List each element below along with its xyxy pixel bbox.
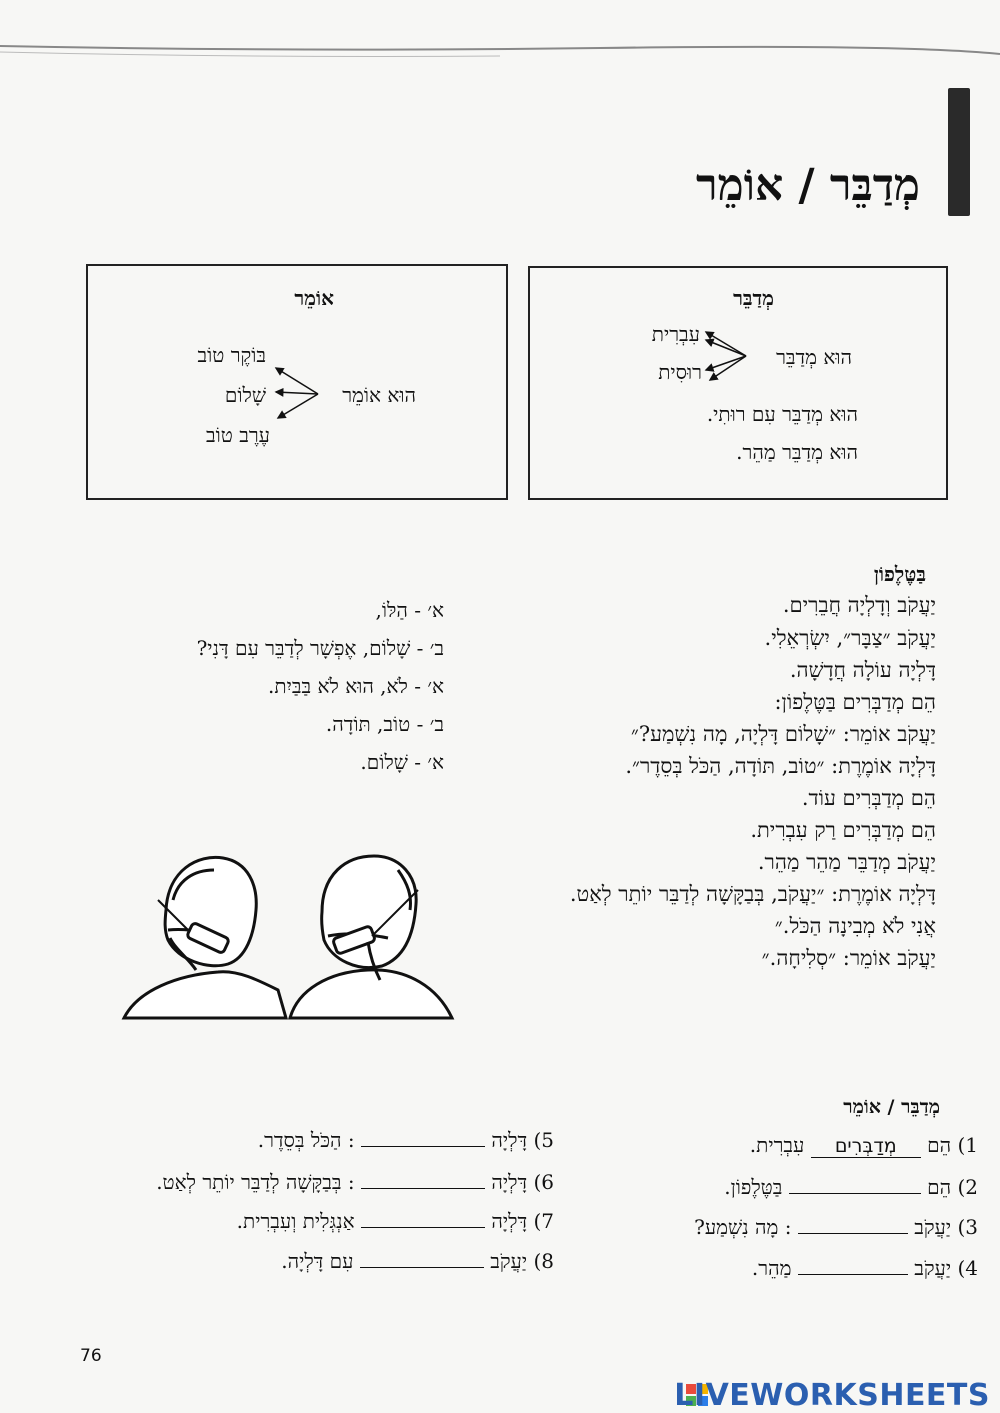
dialogue-line <box>197 636 444 661</box>
exercise-after: עִם דָּלְיָה. <box>281 1249 354 1273</box>
dialogue-text: הַלּוֹ, <box>375 598 408 622</box>
exercise-after: : מָה נִשְׁמַע? <box>694 1215 792 1239</box>
medaber-line-1: הוּא מְדַבֵּר עִם רוּתִי. <box>706 402 858 426</box>
medaber-box-heading: מְדַבֵּר <box>733 286 774 310</box>
exercise-number: 1) <box>957 1133 978 1157</box>
exercise-number: 2) <box>957 1175 978 1199</box>
dialogue-speaker: ב׳ - <box>416 712 444 736</box>
exercise-number: 6) <box>533 1170 554 1194</box>
dialogue-text: טוֹב, תּוֹדָה. <box>325 712 411 736</box>
answer-input-8[interactable] <box>360 1267 484 1268</box>
answer-input-1[interactable]: מְדַבְּרִים <box>811 1135 921 1158</box>
omer-center: הוּא אוֹמֵר <box>342 383 416 407</box>
answer-input-3[interactable] <box>798 1233 908 1234</box>
answer-input-4[interactable] <box>798 1274 908 1275</box>
story-line: יַעֲקֹב מְדַבֵּר מַהֵר מַהֵר. <box>757 850 936 874</box>
story-line: דָּלְיָה עוֹלָה חֲדָשָׁה. <box>789 658 936 682</box>
exercise-item <box>694 1215 978 1240</box>
exercise-before: יַעֲקֹב <box>914 1256 952 1280</box>
exercise-before: הֵם <box>927 1175 952 1199</box>
page-number: 76 <box>80 1346 102 1366</box>
dialogue-line <box>360 750 444 775</box>
medaber-line-2: הוּא מְדַבֵּר מַהֵר. <box>736 440 858 464</box>
omer-option-good-morning: בּוֹקֶר טוֹב <box>197 343 266 367</box>
story-line: דָּלְיָה אוֹמֶרֶת: ״טוֹב, תּוֹדָה, הַכֹּל בְּסֵדֶר״. <box>625 754 936 778</box>
omer-arrows <box>268 358 322 428</box>
dialogue-speaker: א׳ - <box>414 750 444 774</box>
medaber-option-hebrew: עִבְרִית <box>651 322 700 346</box>
story-line: הֵם מְדַבְּרִים רַק עִבְרִית. <box>750 818 936 842</box>
answer-input-5[interactable] <box>361 1146 485 1147</box>
medaber-option-russian: רוּסִית <box>658 360 702 384</box>
story-line: יַעֲקֹב וְדָלְיָה חֲבֵרִים. <box>782 593 936 617</box>
exercise-item <box>156 1170 554 1195</box>
page-edge-shadow <box>0 44 1000 74</box>
exercise-number: 4) <box>957 1256 978 1280</box>
exercise-before: יַעֲקֹב <box>914 1215 952 1239</box>
exercise-after: אַנְגְּלִית וְעִבְרִית. <box>236 1209 355 1233</box>
exercise-before: דָּלְיָה <box>491 1128 528 1152</box>
story-line: דָּלְיָה אוֹמֶרֶת: ״יַעֲקֹב, בְּבַקָּשָׁה לְדַבֵּר יוֹתֵר לְאַט. <box>569 882 936 906</box>
answer-input-7[interactable] <box>361 1227 485 1228</box>
phone-call-illustration <box>118 840 458 1025</box>
exercise-after: בַּטֶּלֶפוֹן. <box>724 1175 783 1199</box>
exercise-item <box>258 1128 554 1153</box>
exercise-before: הֵם <box>927 1133 952 1157</box>
exercise-after: עִבְרִית. <box>749 1133 805 1157</box>
story-line: יַעֲקֹב אוֹמֵר: ״סְלִיחָה.״ <box>761 946 936 970</box>
omer-box-heading: אוֹמֵר <box>294 286 334 310</box>
brand-watermark: LIVEWORKSHEETS <box>674 1378 990 1413</box>
dialogue-speaker: ב׳ - <box>416 636 444 660</box>
exercise-item <box>752 1256 978 1281</box>
answer-input-6[interactable] <box>361 1188 485 1189</box>
omer-option-shalom: שָׁלוֹם <box>224 383 266 407</box>
exercise-after: : בְּבַקָּשָׁה לְדַבֵּר יוֹתֵר לְאַט. <box>156 1170 355 1194</box>
exercise-number: 3) <box>957 1215 978 1239</box>
dialogue-text: שָׁלוֹם, אֶפְשָׁר לְדַבֵּר עִם דָּנִי? <box>196 636 411 660</box>
story-line: הֵם מְדַבְּרִים בַּטֶּלֶפוֹן: <box>774 690 936 714</box>
exercise-number: 8) <box>533 1249 554 1273</box>
exercise-heading: מְדַבֵּר / אוֹמֵר <box>843 1096 940 1118</box>
omer-option-good-evening: עֶרֶב טוֹב <box>206 423 270 447</box>
dialogue-text: שָׁלוֹם. <box>360 750 408 774</box>
exercise-before: דָּלְיָה <box>491 1170 528 1194</box>
exercise-number: 5) <box>533 1128 554 1152</box>
dialogue-speaker: א׳ - <box>414 674 444 698</box>
answer-input-2[interactable] <box>789 1193 921 1194</box>
page-title: מְדַבֵּר / אוֹמֵר <box>696 160 920 211</box>
story-line: יַעֲקֹב אוֹמֵר: ״שָׁלוֹם דָּלְיָה, מָה נִשְׁמַע?״ <box>630 722 936 746</box>
dialogue-line <box>326 712 444 737</box>
medaber-center: הוּא מְדַבֵּר <box>776 345 852 369</box>
exercise-after: : הַכֹּל בְּסֵדֶר. <box>257 1128 355 1152</box>
chapter-tab <box>948 88 970 216</box>
exercise-after: מַהֵר. <box>751 1256 792 1280</box>
dialogue-speaker: א׳ - <box>414 598 444 622</box>
exercise-item <box>237 1209 554 1234</box>
dialogue-line <box>268 674 444 699</box>
medaber-arrows <box>700 326 750 386</box>
story-line: יַעֲקֹב ״צַבָּר״, יִשְׂרְאֵלִי. <box>764 626 936 650</box>
exercise-item <box>281 1249 554 1274</box>
story-heading: בַּטֶּלֶפוֹן <box>873 562 926 586</box>
story-line: אֲנִי לֹא מְבִינָה הַכֹּל.״ <box>774 914 936 938</box>
exercise-before: יַעֲקֹב <box>490 1249 528 1273</box>
story-line: הֵם מְדַבְּרִים עוֹד. <box>801 786 936 810</box>
dialogue-text: לֹא, הוּא לֹא בַּבַּיִת. <box>268 674 408 698</box>
dialogue-line <box>376 598 444 623</box>
exercise-before: דָּלְיָה <box>491 1209 528 1233</box>
exercise-item <box>724 1175 978 1200</box>
exercise-item <box>750 1133 978 1158</box>
exercise-number: 7) <box>533 1209 554 1233</box>
